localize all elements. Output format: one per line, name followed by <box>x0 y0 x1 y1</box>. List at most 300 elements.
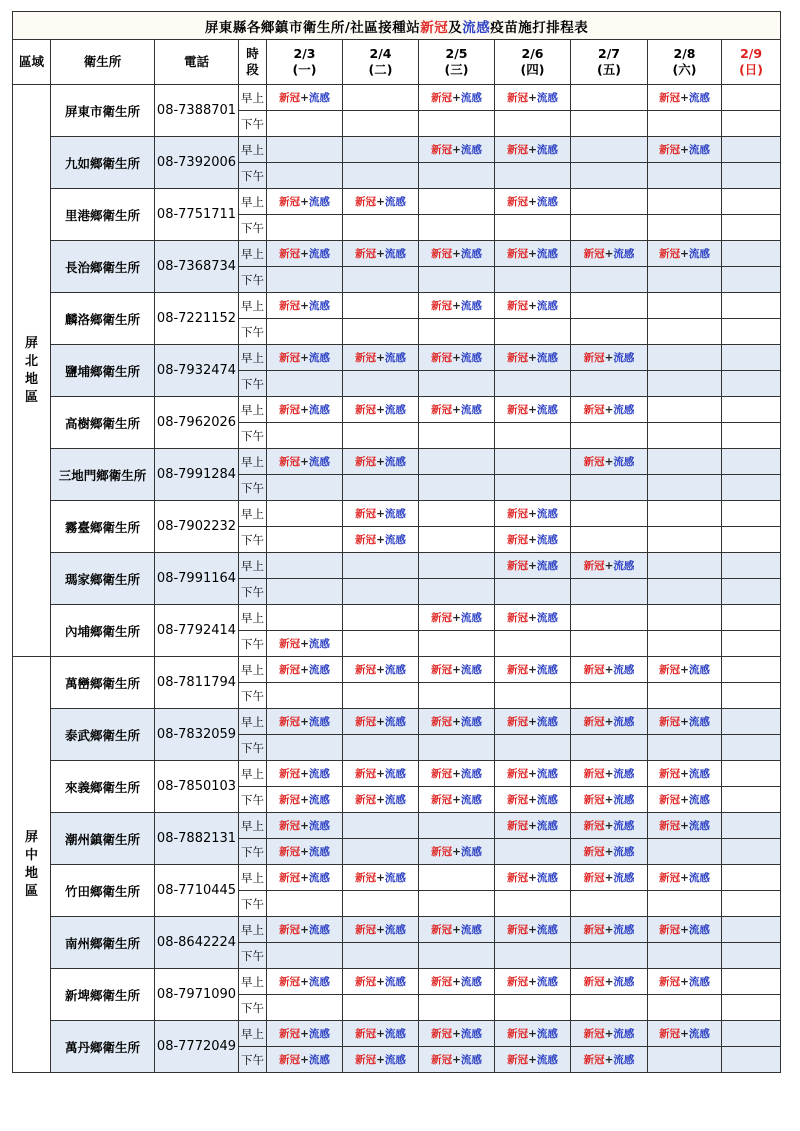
station-name: 泰武鄉衛生所 <box>51 709 155 761</box>
schedule-cell <box>343 475 419 501</box>
schedule-cell <box>419 891 495 917</box>
schedule-cell <box>419 787 495 813</box>
flu-label: 流感 <box>460 664 482 676</box>
schedule-cell <box>495 839 571 865</box>
plus-sign: + <box>680 144 689 156</box>
covid-label: 新冠 <box>507 560 529 572</box>
schedule-cell <box>571 527 648 553</box>
station-name: 萬丹鄉衛生所 <box>51 1021 155 1073</box>
schedule-cell <box>571 917 648 943</box>
plus-sign: + <box>300 92 309 104</box>
plus-sign: + <box>300 768 309 780</box>
period-label: 下午 <box>239 111 267 137</box>
period-label: 下午 <box>239 215 267 241</box>
flu-label: 流感 <box>308 638 330 650</box>
schedule-cell <box>495 163 571 189</box>
schedule-cell <box>648 943 722 969</box>
plus-sign: + <box>452 352 461 364</box>
period-label: 早上 <box>239 397 267 423</box>
flu-label: 流感 <box>613 352 635 364</box>
period-label: 早上 <box>239 865 267 891</box>
schedule-cell <box>267 423 343 449</box>
schedule-cell <box>343 917 419 943</box>
schedule-cell <box>343 1047 419 1073</box>
schedule-cell <box>267 631 343 657</box>
schedule-cell <box>722 371 781 397</box>
covid-label: 新冠 <box>355 248 377 260</box>
flu-label: 流感 <box>688 144 710 156</box>
flu-label: 流感 <box>308 92 330 104</box>
schedule-cell <box>722 267 781 293</box>
covid-label: 新冠 <box>355 794 377 806</box>
schedule-cell <box>722 709 781 735</box>
schedule-cell <box>419 163 495 189</box>
schedule-cell <box>571 579 648 605</box>
schedule-cell <box>343 345 419 371</box>
period-label: 下午 <box>239 371 267 397</box>
schedule-cell <box>267 683 343 709</box>
plus-sign: + <box>528 768 537 780</box>
flu-label: 流感 <box>536 664 558 676</box>
flu-label: 流感 <box>460 1028 482 1040</box>
schedule-cell <box>571 761 648 787</box>
schedule-cell <box>571 293 648 319</box>
plus-sign: + <box>604 976 614 988</box>
schedule-cell <box>722 995 781 1021</box>
plus-sign: + <box>452 144 461 156</box>
flu-label: 流感 <box>688 92 710 104</box>
schedule-cell <box>648 423 722 449</box>
station-phone: 08-7811794 <box>155 657 239 709</box>
schedule-cell <box>722 215 781 241</box>
schedule-cell <box>495 995 571 1021</box>
schedule-cell <box>495 891 571 917</box>
schedule-cell <box>267 787 343 813</box>
station-name: 三地門鄉衛生所 <box>51 449 155 501</box>
flu-label: 流感 <box>688 794 710 806</box>
schedule-cell <box>722 1047 781 1073</box>
schedule-cell <box>419 683 495 709</box>
schedule-cell <box>267 215 343 241</box>
flu-label: 流感 <box>688 976 710 988</box>
flu-label: 流感 <box>308 248 330 260</box>
title-covid: 新冠 <box>420 19 449 36</box>
flu-label: 流感 <box>384 404 406 416</box>
header-weekday-label: (三) <box>444 62 469 77</box>
covid-label: 新冠 <box>279 1054 301 1066</box>
schedule-cell <box>419 1021 495 1047</box>
header-date-label: 2/4 <box>369 46 392 61</box>
covid-label: 新冠 <box>279 352 301 364</box>
station-phone: 08-7368734 <box>155 241 239 293</box>
period-label: 下午 <box>239 163 267 189</box>
plus-sign: + <box>376 794 385 806</box>
schedule-cell <box>648 475 722 501</box>
plus-sign: + <box>528 196 537 208</box>
title-flu: 流感 <box>462 19 491 36</box>
flu-label: 流感 <box>384 1054 406 1066</box>
covid-label: 新冠 <box>583 924 605 936</box>
schedule-cell <box>571 241 648 267</box>
covid-label: 新冠 <box>355 664 377 676</box>
schedule-cell <box>495 631 571 657</box>
schedule-cell <box>267 1021 343 1047</box>
period-label: 早上 <box>239 709 267 735</box>
schedule-cell <box>419 267 495 293</box>
flu-label: 流感 <box>384 716 406 728</box>
flu-label: 流感 <box>536 144 558 156</box>
table-row <box>13 553 781 579</box>
covid-label: 新冠 <box>507 820 529 832</box>
station-phone: 08-7221152 <box>155 293 239 345</box>
covid-label: 新冠 <box>431 92 453 104</box>
region-name: 屏北地區 <box>24 335 38 405</box>
station-name: 新埤鄉衛生所 <box>51 969 155 1021</box>
plus-sign: + <box>452 976 461 988</box>
schedule-cell <box>267 891 343 917</box>
flu-label: 流感 <box>308 196 330 208</box>
header-period-line2: 段 <box>246 62 259 77</box>
flu-label: 流感 <box>613 768 635 780</box>
schedule-cell <box>495 605 571 631</box>
covid-label: 新冠 <box>355 976 377 988</box>
covid-label: 新冠 <box>583 456 605 468</box>
covid-label: 新冠 <box>583 768 605 780</box>
schedule-cell <box>267 85 343 111</box>
plus-sign: + <box>528 144 537 156</box>
table-row <box>13 397 781 423</box>
flu-label: 流感 <box>384 248 406 260</box>
header-weekday-label: (一) <box>292 62 317 77</box>
plus-sign: + <box>528 976 537 988</box>
schedule-cell <box>722 553 781 579</box>
table-row <box>13 85 781 111</box>
plus-sign: + <box>528 534 537 546</box>
schedule-cell <box>343 267 419 293</box>
covid-label: 新冠 <box>279 638 301 650</box>
schedule-cell <box>722 735 781 761</box>
schedule-cell <box>267 917 343 943</box>
header-date-0 <box>267 40 343 85</box>
covid-label: 新冠 <box>507 794 529 806</box>
table-row <box>13 449 781 475</box>
flu-label: 流感 <box>536 1028 558 1040</box>
flu-label: 流感 <box>460 352 482 364</box>
covid-label: 新冠 <box>279 196 301 208</box>
table-row <box>13 813 781 839</box>
table-row <box>13 501 781 527</box>
schedule-cell <box>571 137 648 163</box>
schedule-cell <box>343 943 419 969</box>
schedule-cell <box>343 605 419 631</box>
period-label: 早上 <box>239 137 267 163</box>
header-phone: 電話 <box>155 40 239 85</box>
header-date-label: 2/3 <box>293 46 316 61</box>
table-row <box>13 709 781 735</box>
covid-label: 新冠 <box>507 1054 529 1066</box>
flu-label: 流感 <box>308 716 330 728</box>
flu-label: 流感 <box>460 846 482 858</box>
schedule-cell <box>648 501 722 527</box>
period-label: 早上 <box>239 241 267 267</box>
flu-label: 流感 <box>688 872 710 884</box>
station-name: 萬巒鄉衛生所 <box>51 657 155 709</box>
schedule-cell <box>419 943 495 969</box>
schedule-cell <box>495 423 571 449</box>
plus-sign: + <box>376 196 385 208</box>
plus-sign: + <box>376 976 385 988</box>
flu-label: 流感 <box>613 248 635 260</box>
schedule-cell <box>722 969 781 995</box>
covid-label: 新冠 <box>583 846 605 858</box>
plus-sign: + <box>300 404 309 416</box>
schedule-cell <box>343 397 419 423</box>
plus-sign: + <box>604 820 614 832</box>
plus-sign: + <box>528 248 537 260</box>
flu-label: 流感 <box>460 716 482 728</box>
schedule-cell <box>343 241 419 267</box>
flu-label: 流感 <box>384 1028 406 1040</box>
schedule-cell <box>648 111 722 137</box>
flu-label: 流感 <box>536 196 558 208</box>
header-date-1 <box>343 40 419 85</box>
schedule-cell <box>343 527 419 553</box>
flu-label: 流感 <box>308 1054 330 1066</box>
schedule-cell <box>722 163 781 189</box>
table-row <box>13 137 781 163</box>
schedule-cell <box>495 865 571 891</box>
plus-sign: + <box>376 872 385 884</box>
table-row <box>13 865 781 891</box>
flu-label: 流感 <box>384 976 406 988</box>
plus-sign: + <box>604 716 614 728</box>
table-row <box>13 969 781 995</box>
covid-label: 新冠 <box>583 976 605 988</box>
plus-sign: + <box>680 664 689 676</box>
plus-sign: + <box>528 612 537 624</box>
plus-sign: + <box>452 92 461 104</box>
schedule-cell <box>495 761 571 787</box>
covid-label: 新冠 <box>279 404 301 416</box>
covid-label: 新冠 <box>355 924 377 936</box>
schedule-cell <box>419 423 495 449</box>
schedule-body <box>13 85 781 1073</box>
plus-sign: + <box>680 924 689 936</box>
schedule-cell <box>267 813 343 839</box>
period-label: 早上 <box>239 917 267 943</box>
plus-sign: + <box>452 1028 461 1040</box>
covid-label: 新冠 <box>659 248 681 260</box>
schedule-cell <box>419 345 495 371</box>
schedule-cell <box>571 371 648 397</box>
schedule-cell <box>495 397 571 423</box>
flu-label: 流感 <box>613 1028 635 1040</box>
schedule-cell <box>648 397 722 423</box>
schedule-cell <box>722 241 781 267</box>
plus-sign: + <box>452 1054 461 1066</box>
region-label <box>13 657 51 1073</box>
plus-sign: + <box>300 196 309 208</box>
period-label: 下午 <box>239 319 267 345</box>
covid-label: 新冠 <box>583 872 605 884</box>
covid-label: 新冠 <box>279 820 301 832</box>
schedule-cell <box>419 735 495 761</box>
schedule-cell <box>419 449 495 475</box>
flu-label: 流感 <box>536 352 558 364</box>
flu-label: 流感 <box>460 1054 482 1066</box>
flu-label: 流感 <box>460 300 482 312</box>
flu-label: 流感 <box>613 846 635 858</box>
schedule-cell <box>722 1021 781 1047</box>
schedule-cell <box>648 969 722 995</box>
schedule-cell <box>648 761 722 787</box>
station-phone: 08-7772049 <box>155 1021 239 1073</box>
covid-label: 新冠 <box>355 1028 377 1040</box>
period-label: 下午 <box>239 579 267 605</box>
covid-label: 新冠 <box>431 404 453 416</box>
plus-sign: + <box>604 404 614 416</box>
plus-sign: + <box>376 456 385 468</box>
flu-label: 流感 <box>688 248 710 260</box>
header-weekday-label: (六) <box>672 62 697 77</box>
schedule-cell <box>495 111 571 137</box>
plus-sign: + <box>528 820 537 832</box>
period-label: 早上 <box>239 969 267 995</box>
plus-sign: + <box>528 872 537 884</box>
plus-sign: + <box>376 768 385 780</box>
flu-label: 流感 <box>460 612 482 624</box>
schedule-cell <box>648 605 722 631</box>
table-row <box>13 917 781 943</box>
schedule-cell <box>648 371 722 397</box>
header-date-label: 2/6 <box>521 46 544 61</box>
flu-label: 流感 <box>308 352 330 364</box>
plus-sign: + <box>680 820 689 832</box>
flu-label: 流感 <box>536 92 558 104</box>
station-phone: 08-7991284 <box>155 449 239 501</box>
schedule-cell <box>267 969 343 995</box>
schedule-cell <box>419 579 495 605</box>
plus-sign: + <box>300 1028 309 1040</box>
schedule-cell <box>267 111 343 137</box>
flu-label: 流感 <box>536 560 558 572</box>
flu-label: 流感 <box>613 716 635 728</box>
table-row <box>13 293 781 319</box>
schedule-cell <box>267 761 343 787</box>
period-label: 下午 <box>239 1047 267 1073</box>
header-region: 區域 <box>13 40 51 85</box>
schedule-cell <box>343 423 419 449</box>
covid-label: 新冠 <box>279 846 301 858</box>
schedule-cell <box>495 969 571 995</box>
schedule-cell <box>419 319 495 345</box>
schedule-cell <box>571 85 648 111</box>
flu-label: 流感 <box>384 872 406 884</box>
header-date-label: 2/5 <box>445 46 468 61</box>
flu-label: 流感 <box>688 716 710 728</box>
plus-sign: + <box>680 716 689 728</box>
plus-sign: + <box>604 768 614 780</box>
period-label: 早上 <box>239 345 267 371</box>
schedule-cell <box>648 267 722 293</box>
covid-label: 新冠 <box>279 768 301 780</box>
schedule-cell <box>267 657 343 683</box>
flu-label: 流感 <box>613 794 635 806</box>
header-date-label: 2/8 <box>673 46 696 61</box>
flu-label: 流感 <box>460 92 482 104</box>
covid-label: 新冠 <box>355 872 377 884</box>
flu-label: 流感 <box>536 794 558 806</box>
flu-label: 流感 <box>308 300 330 312</box>
schedule-cell <box>419 189 495 215</box>
covid-label: 新冠 <box>583 1028 605 1040</box>
plus-sign: + <box>528 300 537 312</box>
header-date-5 <box>648 40 722 85</box>
covid-label: 新冠 <box>279 664 301 676</box>
schedule-cell <box>648 995 722 1021</box>
flu-label: 流感 <box>308 1028 330 1040</box>
schedule-cell <box>571 813 648 839</box>
schedule-cell <box>571 449 648 475</box>
table-row <box>13 761 781 787</box>
schedule-cell <box>571 943 648 969</box>
plus-sign: + <box>680 976 689 988</box>
schedule-cell <box>648 189 722 215</box>
schedule-cell <box>495 735 571 761</box>
schedule-cell <box>343 137 419 163</box>
covid-label: 新冠 <box>355 508 377 520</box>
header-date-6 <box>722 40 781 85</box>
covid-label: 新冠 <box>507 612 529 624</box>
plus-sign: + <box>452 300 461 312</box>
covid-label: 新冠 <box>431 664 453 676</box>
flu-label: 流感 <box>384 534 406 546</box>
flu-label: 流感 <box>688 664 710 676</box>
schedule-cell <box>571 501 648 527</box>
covid-label: 新冠 <box>279 1028 301 1040</box>
schedule-cell <box>419 111 495 137</box>
schedule-cell <box>571 215 648 241</box>
schedule-cell <box>571 267 648 293</box>
schedule-cell <box>495 709 571 735</box>
flu-label: 流感 <box>308 846 330 858</box>
station-name: 竹田鄉衛生所 <box>51 865 155 917</box>
covid-label: 新冠 <box>659 976 681 988</box>
header-date-2 <box>419 40 495 85</box>
covid-label: 新冠 <box>431 612 453 624</box>
plus-sign: + <box>376 1028 385 1040</box>
plus-sign: + <box>452 612 461 624</box>
covid-label: 新冠 <box>355 768 377 780</box>
station-phone: 08-7932474 <box>155 345 239 397</box>
schedule-cell <box>571 189 648 215</box>
plus-sign: + <box>376 248 385 260</box>
station-phone: 08-8642224 <box>155 917 239 969</box>
flu-label: 流感 <box>688 768 710 780</box>
period-label: 早上 <box>239 657 267 683</box>
covid-label: 新冠 <box>355 716 377 728</box>
covid-label: 新冠 <box>279 456 301 468</box>
flu-label: 流感 <box>536 872 558 884</box>
period-label: 下午 <box>239 995 267 1021</box>
schedule-cell <box>267 475 343 501</box>
plus-sign: + <box>452 664 461 676</box>
flu-label: 流感 <box>536 534 558 546</box>
schedule-cell <box>495 137 571 163</box>
schedule-cell <box>722 657 781 683</box>
station-name: 來義鄉衛生所 <box>51 761 155 813</box>
schedule-cell <box>722 137 781 163</box>
